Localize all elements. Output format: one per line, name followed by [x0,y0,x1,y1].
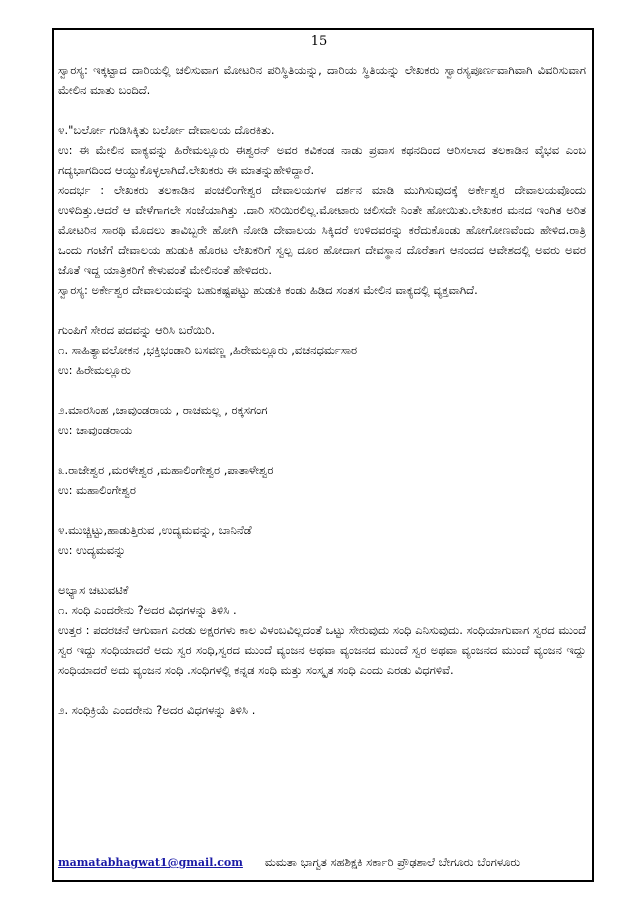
spacer [58,560,586,580]
spacer [58,680,586,700]
paragraph-swarasya-1: ಸ್ವಾರಸ್ಯ: ಇಕ್ಕಟ್ಟಾದ ದಾರಿಯಲ್ಲಿ ಚಲಿಸುವಾಗ ಮೋಟರಿನ ಪರಿಸ್ಥಿತಿಯನ್ನು, ದಾರಿಯ ಸ್ಥಿತಿಯನ್ನು ಲೇಖಕರು ಸ್ವಾರಸ್ಯಪೂರ್ಣವಾಗಿವಾಗಿ ವಿವರಿಸುವಾಗ ಮೇಲಿನ ಮಾತು ಬಂದಿದೆ. [58,63,586,97]
practice-q1: ೧. ಸಂಧಿ ಎಂದರೇನು ?ಅದರ ವಿಧಗಳನ್ನು ತಿಳಿಸಿ . [58,603,237,617]
odd-one-out-heading: ಗುಂಪಿಗೆ ಸೇರದ ಪದವನ್ನು ಆರಿಸಿ ಬರೆಯಿರಿ. [58,323,216,337]
context-paragraph: ಸಂದರ್ಭ : ಲೇಖಕರು ತಲಕಾಡಿನ ಪಂಚಲಿಂಗೇಶ್ವರ ದೇವಾಲಯಗಳ ದರ್ಶನ ಮಾಡಿ ಮುಗಿಸುವುದಕ್ಕೆ ಅರ್ಕೇಶ್ವರ ದೇವಾಲಯವೊಂದು ಉಳಿದಿತ್ತು.ಆದರೆ ಆ ವೇಳೆಗಾಗಲೇ ಸಂಜೆಯಾಗಿತ್ತು .ದಾರಿ ಸರಿಯಿರಲಿಲ್ಲ.ಮೋಟಾರು ಚಲಿಸದೇ ನಿಂತೇ ಹೋಯಿತು.ಲೇಖಕರ ಮನದ ಇಂಗಿತ ಅರಿತ ಮೋಟರಿನ ಸಾರಥಿ ಮೊದಲು ತಾವಿಬ್ಬರೇ ಹೋಗಿ ನೋಡಿ ದೇವಾಲಯ ಸಿಕ್ಕಿದರೆ ಉಳಿದವರನ್ನು ಕರೆದುಕೊಂಡು ಹೋಗೋಣವೆಂದು ಹೇಳಿದ.ರಾತ್ರಿ ಒಂದು ಗಂಟೆಗೆ ದೇವಾಲಯ ಹುಡುಕಿ ಹೊರಟ ಲೇಖಕರಿಗೆ ಸ್ವಲ್ಪ ದೂರ ಹೋದಾಗ ದೇವಸ್ಥಾನ ದೊರೆತಾಗ ಆನಂದದ ಆವೇಶದಲ್ಲಿ ಅವರು ಅವರ ಜೊತೆ ಇದ್ದ ಯಾತ್ರಿಕರಿಗೆ ಕೇಳುವಂತೆ ಮೇಲಿನಂತೆ ಹೇಳಿದರು. [58,183,586,277]
spacer [58,380,586,400]
author-email-link[interactable]: mamatabhagwat1@gmail.com [58,856,243,869]
odd-one-out-a4: ಉ: ಉದ್ಯಮವನ್ನು [58,543,126,557]
document-body [58,60,586,720]
spacer [58,500,586,520]
answer-source: ಉ: ಈ ಮೇಲಿನ ವಾಕ್ಯವನ್ನು ಹಿರೇಮಲ್ಲೂರು ಈಶ್ವರನ್ ಅವರ ಕವಿಕಂಡ ನಾಡು ಪ್ರವಾಸ ಕಥನದಿಂದ ಆರಿಸಲಾದ ತಲಕಾಡಿನ ವೈಭವ ಎಂಬ ಗದ್ಯಭಾಗದಿಂದ ಆಯ್ದುಕೊಳ್ಳಲಾಗಿದೆ.ಲೇಖಕರು ಈ ಮಾತನ್ನುಹೇಳಿದ್ದಾರೆ. [58,143,586,177]
odd-one-out-a3: ಉ: ಮಹಾಲಿಂಗೇಶ್ವರ [58,483,137,497]
page-footer [58,855,586,870]
odd-one-out-q1: ೧. ಸಾಹಿತ್ಯಾವಲೋಕನ ,ಭಕ್ತಿಭಂಡಾರಿ ಬಸವಣ್ಣ ,ಹಿರೇಮಲ್ಲೂರು ,ವಚನಧರ್ಮಸಾರ [58,343,358,357]
odd-one-out-q4: ೪.ಮುಚ್ಚಿಟ್ಟು,ಹಾಡುತ್ತಿರುವ ,ಉದ್ಯಮವನ್ನು, ಬಾನಿನೆಡೆ [58,523,252,537]
spacer [58,100,586,120]
odd-one-out-a1: ಉ: ಹಿರೇಮಲ್ಲೂರು [58,363,131,377]
odd-one-out-q2: ೨.ಮಾರಸಿಂಹ ,ಚಾವುಂಡರಾಯ , ರಾಚಮಲ್ಲ , ರಕ್ಕಸಗಂಗ [58,403,268,417]
practice-activity-heading: ಅಭ್ಯಾಸ ಚಟುವಟಿಕೆ [58,583,129,597]
author-credit: ಮಮತಾ ಭಾಗ್ವತ ಸಹಶಿಕ್ಷಕಿ ಸರ್ಕಾರಿ ಪ್ರೌಢಶಾಲೆ ಬೇಗೂರು ಬೆಂಗಳೂರು [264,855,521,869]
practice-q2: ೨. ಸಂಧಿಕ್ರಿಯೆ ಎಂದರೇನು ?ಅದರ ವಿಧಗಳನ್ನು ತಿಳಿಸಿ . [58,703,256,717]
spacer [58,440,586,460]
paragraph-swarasya-2: ಸ್ವಾರಸ್ಯ: ಅರ್ಕೇಶ್ವರ ದೇವಾಲಯವನ್ನು ಬಹುಕಷ್ಟಪಟ್ಟು ಹುಡುಕಿ ಕಂಡು ಹಿಡಿದ ಸಂತಸ ಮೇಲಿನ ವಾಕ್ಯದಲ್ಲಿ ವ್ಯಕ್ತವಾಗಿದೆ. [58,283,478,297]
spacer [58,300,586,320]
odd-one-out-a2: ಉ: ಚಾವುಂಡರಾಯ [58,423,133,437]
page-number: 15 [310,34,328,49]
odd-one-out-q3: ೩.ರಾಜೇಶ್ವರ ,ಮರಳೇಶ್ವರ ,ಮಹಾಲಿಂಗೇಶ್ವರ ,ಪಾತಾಳೇಶ್ವರ [58,463,274,477]
practice-a1: ಉತ್ತರ : ಪದರಚನೆ ಆಗುವಾಗ ಎರಡು ಅಕ್ಷರಗಳು ಕಾಲ ವಿಳಂಬವಿಲ್ಲದಂತೆ ಒಟ್ಟು ಸೇರುವುದು ಸಂಧಿ ಎನಿಸುವುದು. ಸಂಧಿಯಾಗುವಾಗ ಸ್ವರದ ಮುಂದೆ ಸ್ವರ ಇದ್ದು ಸಂಧಿಯಾದರೆ ಅದು ಸ್ವರ ಸಂಧಿ,ಸ್ವರದ ಮುಂದೆ ವ್ಯಂಜನ ಅಥವಾ ವ್ಯಂಜನದ ಮುಂದೆ ಸ್ವರ ಅಥವಾ ವ್ಯಂಜನದ ಮುಂದೆ ವ್ಯಂಜನ ಇದ್ದು ಸಂಧಿಯಾದರೆ ಅದು ವ್ಯಂಜನ ಸಂಧಿ .ಸಂಧಿಗಳಲ್ಲಿ ಕನ್ನಡ ಸಂಧಿ ಮತ್ತು ಸಂಸ್ಕೃತ ಸಂಧಿ ಎಂದು ಎರಡು ವಿಧಗಳಿವೆ. [58,623,586,677]
question-4-heading: ೪."ಬರ್ಲೋ ಗುಡಿಸಿಕ್ಕಿತು ಬರ್ಲೋ ದೇವಾಲಯ ದೊರಕಿತು. [58,123,275,137]
